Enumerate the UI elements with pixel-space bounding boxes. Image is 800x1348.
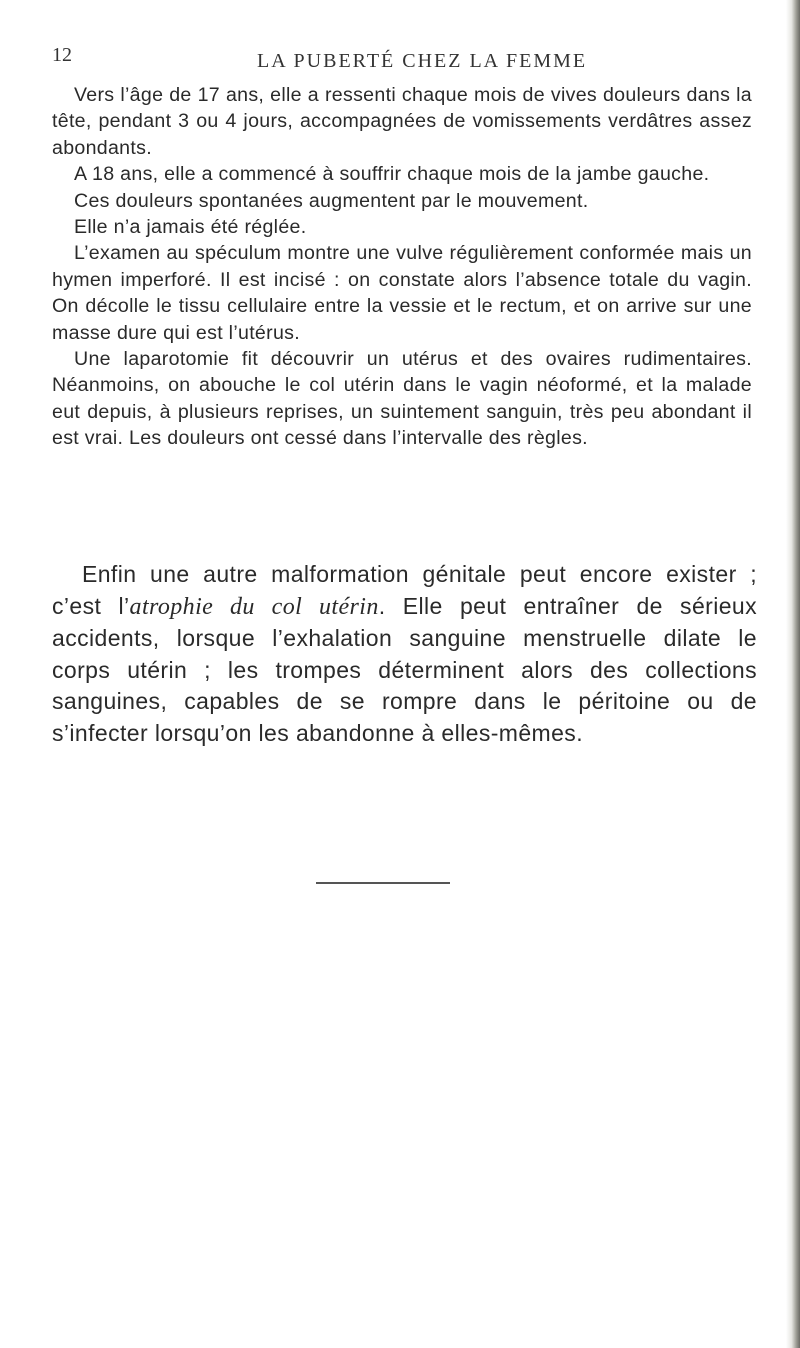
body-text [52,559,757,750]
section-divider [316,882,450,884]
paragraph: Vers l’âge de 17 ans, elle a ressenti chaque mois de vives douleurs dans la tête, pendant 3 ou 4 jours, accompagnées de vomissements verdâtres assez abondants. [52,84,752,159]
paragraph: Ces douleurs spontanées augmentent par le mouvement. [74,189,589,212]
paragraph: Elle n’a jamais été réglée. [74,216,307,239]
page-number: 12 [52,44,72,66]
main-paragraph-start: Enfin une autre malformation génitale peut encore exister ; c’est l’ [52,561,757,619]
running-title: LA PUBERTÉ CHEZ LA FEMME [257,50,588,72]
main-paragraph [52,559,757,750]
italic-term: atrophie du col utérin [129,593,379,620]
page-header [52,44,772,76]
paragraph: L’examen au spéculum montre une vulve régulièrement conformée mais un hymen imperforé. Il est incisé : on constate alors l’absence totale du vagin. On décolle le tissu cellulaire entre la vessie et le rectum, et on arrive sur une masse dure qui est l’utérus. [52,242,752,344]
page-edge-shadow [786,0,800,1348]
paragraph: Une laparotomie fit découvrir un utérus et des ovaires rudimentaires. Néanmoins, on abouche le col utérin dans le vagin néoformé, et la malade eut depuis, à plusieurs reprises, un suintement sanguin, très peu abondant il est vrai. Les douleurs ont cessé dans l’intervalle des règles. [52,348,752,450]
observation-text [52,82,752,452]
main-paragraph-end: . Elle peut entraîner de sérieux accidents, lorsque l’exhalation sanguine menstruelle dilate le corps utérin ; les trompes déterminent alors des collections sanguines, capables de se rompre dans le péritoine ou de s’infecter lorsqu’on les abandonne à elles-mêmes. [52,592,758,746]
paragraph: A 18 ans, elle a commencé à souffrir chaque mois de la jambe gauche. [74,163,710,186]
